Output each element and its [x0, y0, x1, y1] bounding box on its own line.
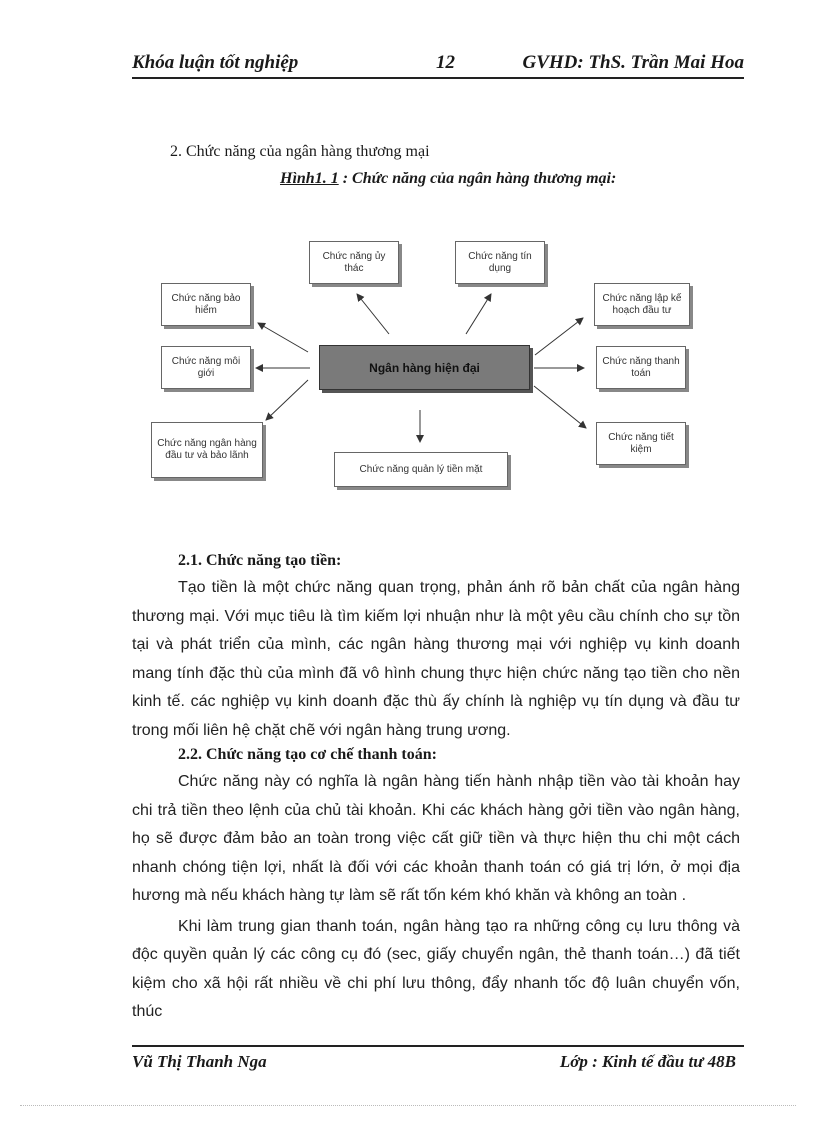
header-right: GVHD: ThS. Trần Mai Hoa — [522, 52, 744, 73]
node-dau-tu-bao-lanh: Chức năng ngân hàng đầu tư và bảo lãnh — [151, 422, 263, 478]
paragraph: Khi làm trung gian thanh toán, ngân hàng tạo ra những công cụ lưu thông và độc quyền quản lý các công cụ đó (sec, giấy chuyển ngân, thẻ thanh toán…) đã tiết kiệm cho xã hội rất nhiều về chi phí lưu thông, đẩy nhanh tốc độ luân chuyển vốn, thúc — [132, 917, 740, 1020]
node-thanh-toan: Chức năng thanh toán — [596, 346, 686, 389]
node-bao-hiem: Chức năng bảo hiểm — [161, 283, 251, 326]
arrow-to-tin-dung — [466, 294, 491, 334]
arrow-to-dau-tu-bao-lanh — [266, 380, 308, 420]
node-lap-ke-hoach: Chức năng lập kế hoạch đầu tư — [594, 283, 690, 326]
diagram-arrows — [0, 0, 816, 520]
section-2-1-body — [132, 574, 740, 745]
section-title: 2. Chức năng của ngân hàng thương mại — [170, 143, 430, 160]
node-moi-gioi: Chức năng môi giới — [161, 346, 251, 389]
footer-rule — [132, 1045, 744, 1047]
figure-caption-label: Hình1. 1 — [280, 170, 339, 187]
footer-right: Lớp : Kinh tế đầu tư 48B — [559, 1052, 736, 1071]
page-edge-dotted-line — [20, 1105, 796, 1106]
node-tin-dung: Chức năng tín dụng — [455, 241, 545, 284]
paragraph: Tạo tiền là một chức năng quan trọng, phản ánh rõ bản chất của ngân hàng thương mại. Với mục tiêu là tìm kiếm lợi nhuận như là một yêu cầu chính cho sự tồn tại và phát triển của mình, các ngân hàng thương mại với nghiệp vụ kinh doanh mang tính đặc thù của mình đã vô hình chung thực hiện chức năng tạo tiền cho nền kinh tế. các nghiệp vụ kinh doanh đặc thù ấy chính là nghiệp vụ tín dụng và đầu tư trong mối liên hệ chặt chẽ với ngân hàng trung ương. — [132, 579, 740, 739]
section-2-1-heading: 2.1. Chức năng tạo tiền: — [178, 552, 342, 569]
arrow-to-lap-ke-hoach — [535, 318, 583, 355]
header-left: Khóa luận tốt nghiệp — [132, 52, 299, 73]
node-tiet-kiem: Chức năng tiết kiệm — [596, 422, 686, 465]
node-uy-thac: Chức năng ủy thác — [309, 241, 399, 284]
center-node: Ngân hàng hiện đại — [319, 345, 530, 390]
page-number: 12 — [436, 52, 455, 73]
paragraph: Chức năng này có nghĩa là ngân hàng tiến hành nhập tiền vào tài khoản hay chi trả tiền theo lệnh của chủ tài khoản. Khi các khách hàng gởi tiền vào ngân hàng, họ sẽ được đảm bảo an toàn trong việc cất giữ tiền và thực hiện thu chi một cách nhanh chóng tiện lợi, nhất là đối với các khoản thanh toán có giá trị lớn, ở mọi địa hương mà nếu khách hàng tự làm sẽ rất tốn kém khó khăn và không an toàn . — [132, 773, 740, 904]
footer-left: Vũ Thị Thanh Nga — [132, 1052, 267, 1071]
section-2-2-body — [132, 768, 740, 1027]
arrow-to-bao-hiem — [258, 323, 308, 352]
section-2-2-heading: 2.2. Chức năng tạo cơ chế thanh toán: — [178, 746, 437, 763]
node-quan-ly-tien-mat: Chức năng quản lý tiền mặt — [334, 452, 508, 487]
arrow-to-tiet-kiem — [534, 386, 586, 428]
arrow-to-uy-thac — [357, 294, 389, 334]
figure-caption-text: : Chức năng của ngân hàng thương mại: — [342, 170, 617, 187]
